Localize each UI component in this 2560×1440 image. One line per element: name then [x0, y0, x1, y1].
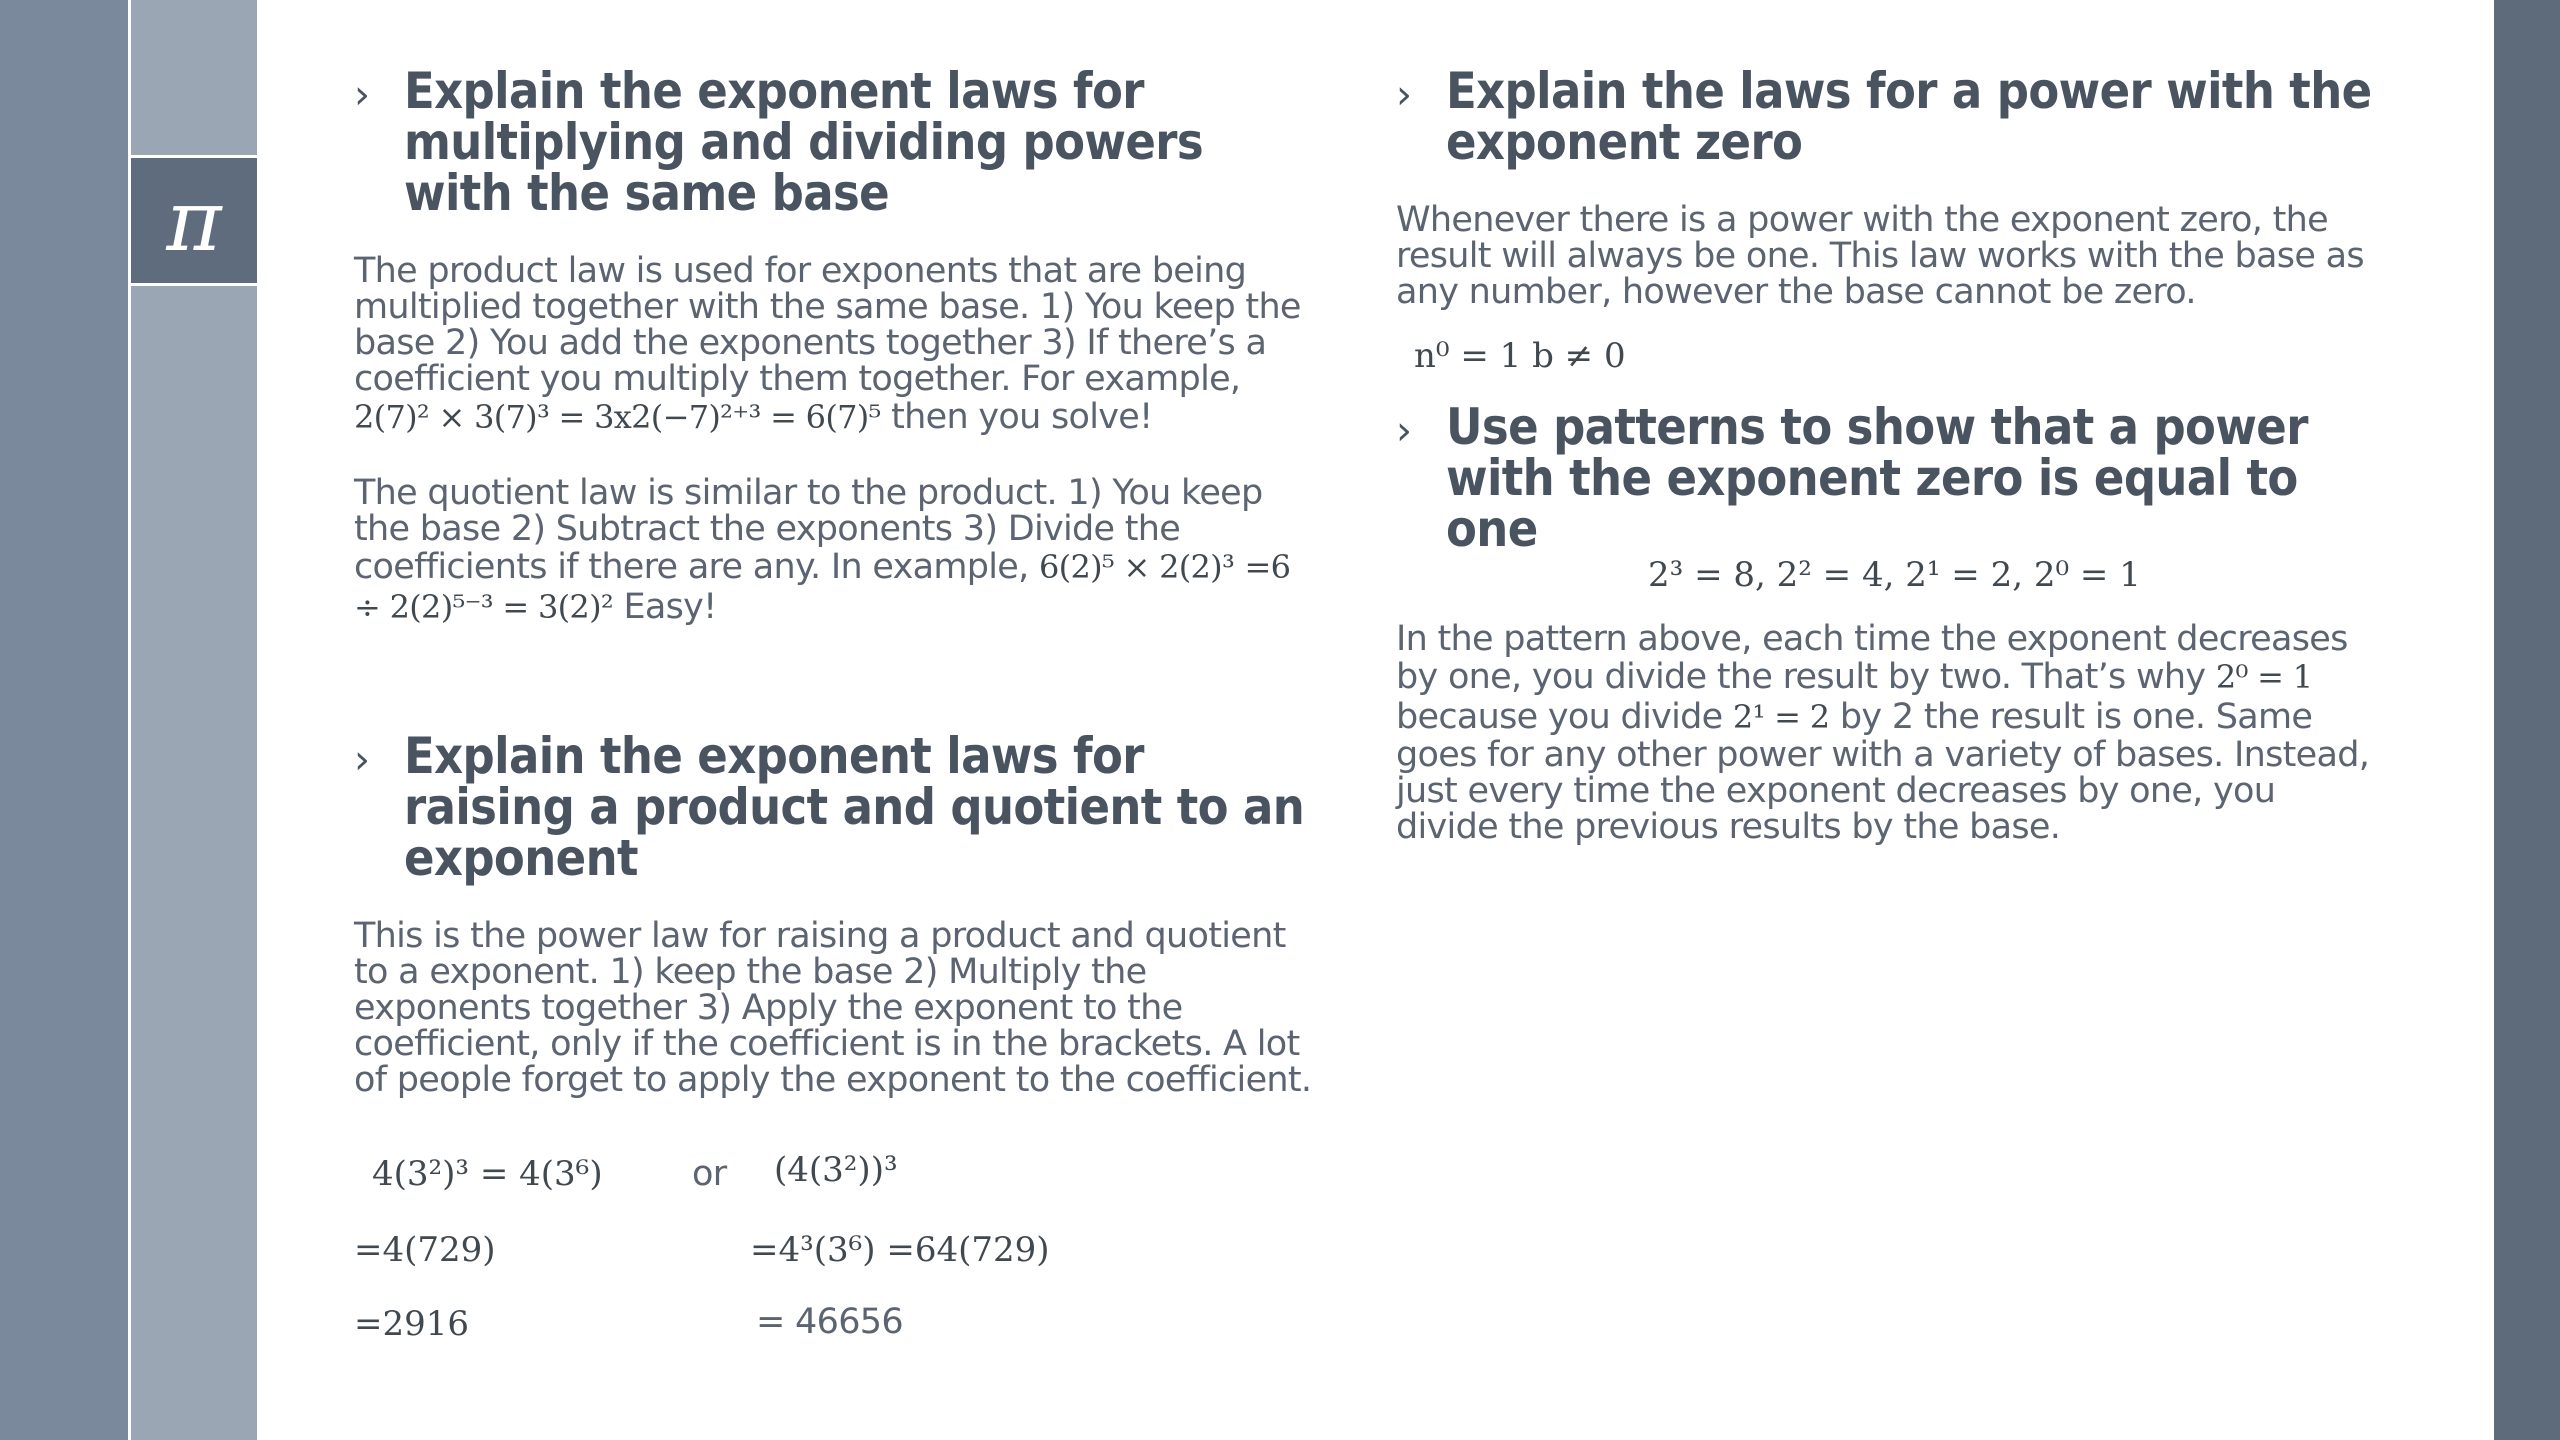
left-column — [354, 62, 1314, 1358]
right-rail — [2494, 0, 2560, 1440]
section-title-product-quotient: Explain the exponent laws for multiplying and dividing powers with the same base — [404, 62, 1204, 222]
pi-logo-tile — [131, 155, 257, 286]
pattern-inline-math-2: 2¹ = 2 — [1732, 698, 1830, 736]
example-row1-right: (4(3²))³ — [774, 1150, 898, 1190]
zero-exponent-paragraph: Whenever there is a power with the exponent zero, the result will always be one. This law works with the base as any number, however the base cannot be zero. — [1396, 200, 2364, 312]
section-heading — [1396, 62, 2386, 171]
pattern-inline-math-1: 2⁰ = 1 — [2215, 658, 2313, 696]
pattern-text-b: because you divide — [1396, 697, 1723, 737]
example-row1-left: 4(3²)³ = 4(3⁶) — [372, 1154, 603, 1194]
example-row3-right: = 46656 — [756, 1302, 903, 1342]
quotient-law-paragraph — [354, 475, 1314, 627]
section-heading — [354, 62, 1314, 222]
example-row2-left: =4(729) — [354, 1230, 496, 1270]
quotient-law-equation-2: =6 ÷ 2(2)⁵⁻³ = 3(2)² — [354, 548, 1291, 626]
right-column — [1396, 62, 2386, 847]
pattern-text-c: by 2 the result is one. Same goes for any other power with a variety of bases. Instead, just every time the exponent decreases by one, you divide the previous results by the base. — [1396, 697, 2370, 847]
quotient-law-text-end: Easy! — [623, 587, 717, 627]
section-title-patterns: Use patterns to show that a power with the exponent zero is equal to one — [1446, 398, 2308, 558]
product-law-equation: 2(7)² × 3(7)³ = 3x2(−7)²⁺³ = 6(7)⁵ — [354, 398, 881, 436]
example-row2-right: =4³(3⁶) =64(729) — [750, 1230, 1050, 1270]
product-law-paragraph — [354, 253, 1314, 437]
product-law-text-end: then you solve! — [891, 397, 1153, 437]
section-title-zero-exponent: Explain the laws for a power with the exponent zero — [1446, 62, 2372, 171]
worked-example — [354, 1128, 1314, 1358]
pi-icon: π — [166, 171, 222, 270]
power-law-paragraph: This is the power law for raising a product and quotient to a exponent. 1) keep the base 2) Multiply the exponents together 3) Apply the exponent to the coefficient, only if the coefficient is in the brackets. A lot of people forget to apply the exponent to the coefficient. — [354, 916, 1312, 1100]
chevron-right-icon: › — [1396, 408, 1412, 454]
pattern-paragraph — [1396, 621, 2386, 845]
quotient-law-equation-1: 6(2)⁵ × 2(2)³ — [1039, 548, 1235, 586]
zero-exponent-equation: n⁰ = 1 b ≠ 0 — [1414, 336, 1626, 376]
pattern-text-a: In the pattern above, each time the exponent decreases by one, you divide the result by two. That’s why — [1396, 619, 2348, 697]
chevron-right-icon: › — [1396, 72, 1412, 118]
left-rail — [0, 0, 128, 1440]
section-heading — [1396, 398, 2386, 558]
example-row3-left: =2916 — [354, 1304, 470, 1344]
example-or-label: or — [692, 1154, 727, 1194]
section-title-power-law: Explain the exponent laws for raising a product and quotient to an exponent — [404, 727, 1305, 887]
chevron-right-icon: › — [354, 72, 370, 118]
pattern-equation: 2³ = 8, 2² = 4, 2¹ = 2, 2⁰ = 1 — [1648, 555, 2141, 595]
product-law-text: The product law is used for exponents that are being multiplied together with the same base. 1) You keep the base 2) You add the exponents together 3) If there’s a coefficient you multiply them together. For example, — [354, 251, 1301, 399]
quotient-law-text: The quotient law is similar to the product. 1) You keep the base 2) Subtract the exponents 3) Divide the coefficients if there are any. In example, — [354, 473, 1263, 587]
chevron-right-icon: › — [354, 737, 370, 783]
section-heading — [354, 727, 1314, 887]
